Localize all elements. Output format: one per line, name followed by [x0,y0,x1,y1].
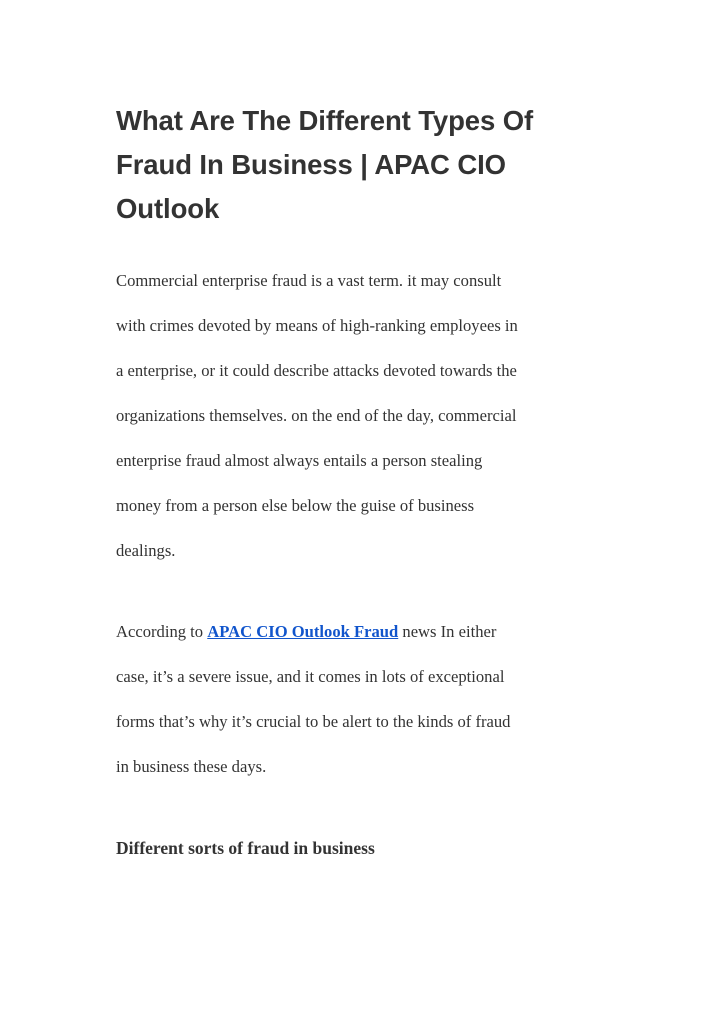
title-line: Outlook [116,193,220,224]
paragraph-text: According to [116,622,208,641]
paragraph-line [116,609,616,654]
paragraph-line: money from a person else below the guise of business [116,496,475,515]
paragraph-line: forms that’s why it’s crucial to be alert to the kinds of fraud [116,712,511,731]
title-line: What Are The Different Types Of [116,105,534,136]
paragraph-text: news In either [398,622,497,641]
title-line: Fraud In Business | APAC CIO [116,149,506,180]
source-paragraph [116,609,616,789]
paragraph-line: a enterprise, or it could describe attacks devoted towards the [116,361,517,380]
paragraph-line: with crimes devoted by means of high-ranking employees in [116,316,518,335]
paragraph-line: Commercial enterprise fraud is a vast term. it may consult [116,271,502,290]
paragraph-line: case, it’s a severe issue, and it comes in lots of exceptional [116,667,505,686]
paragraph-line: enterprise fraud almost always entails a person stealing [116,451,483,470]
paragraph-line: dealings. [116,541,176,560]
page-title [116,99,596,231]
section-heading: Different sorts of fraud in business [116,838,375,858]
intro-paragraph [116,258,616,573]
paragraph-line: in business these days. [116,757,267,776]
apac-cio-outlook-fraud-link[interactable]: APAC CIO Outlook Fraud [207,622,399,641]
paragraph-line: organizations themselves. on the end of the day, commercial [116,406,517,425]
